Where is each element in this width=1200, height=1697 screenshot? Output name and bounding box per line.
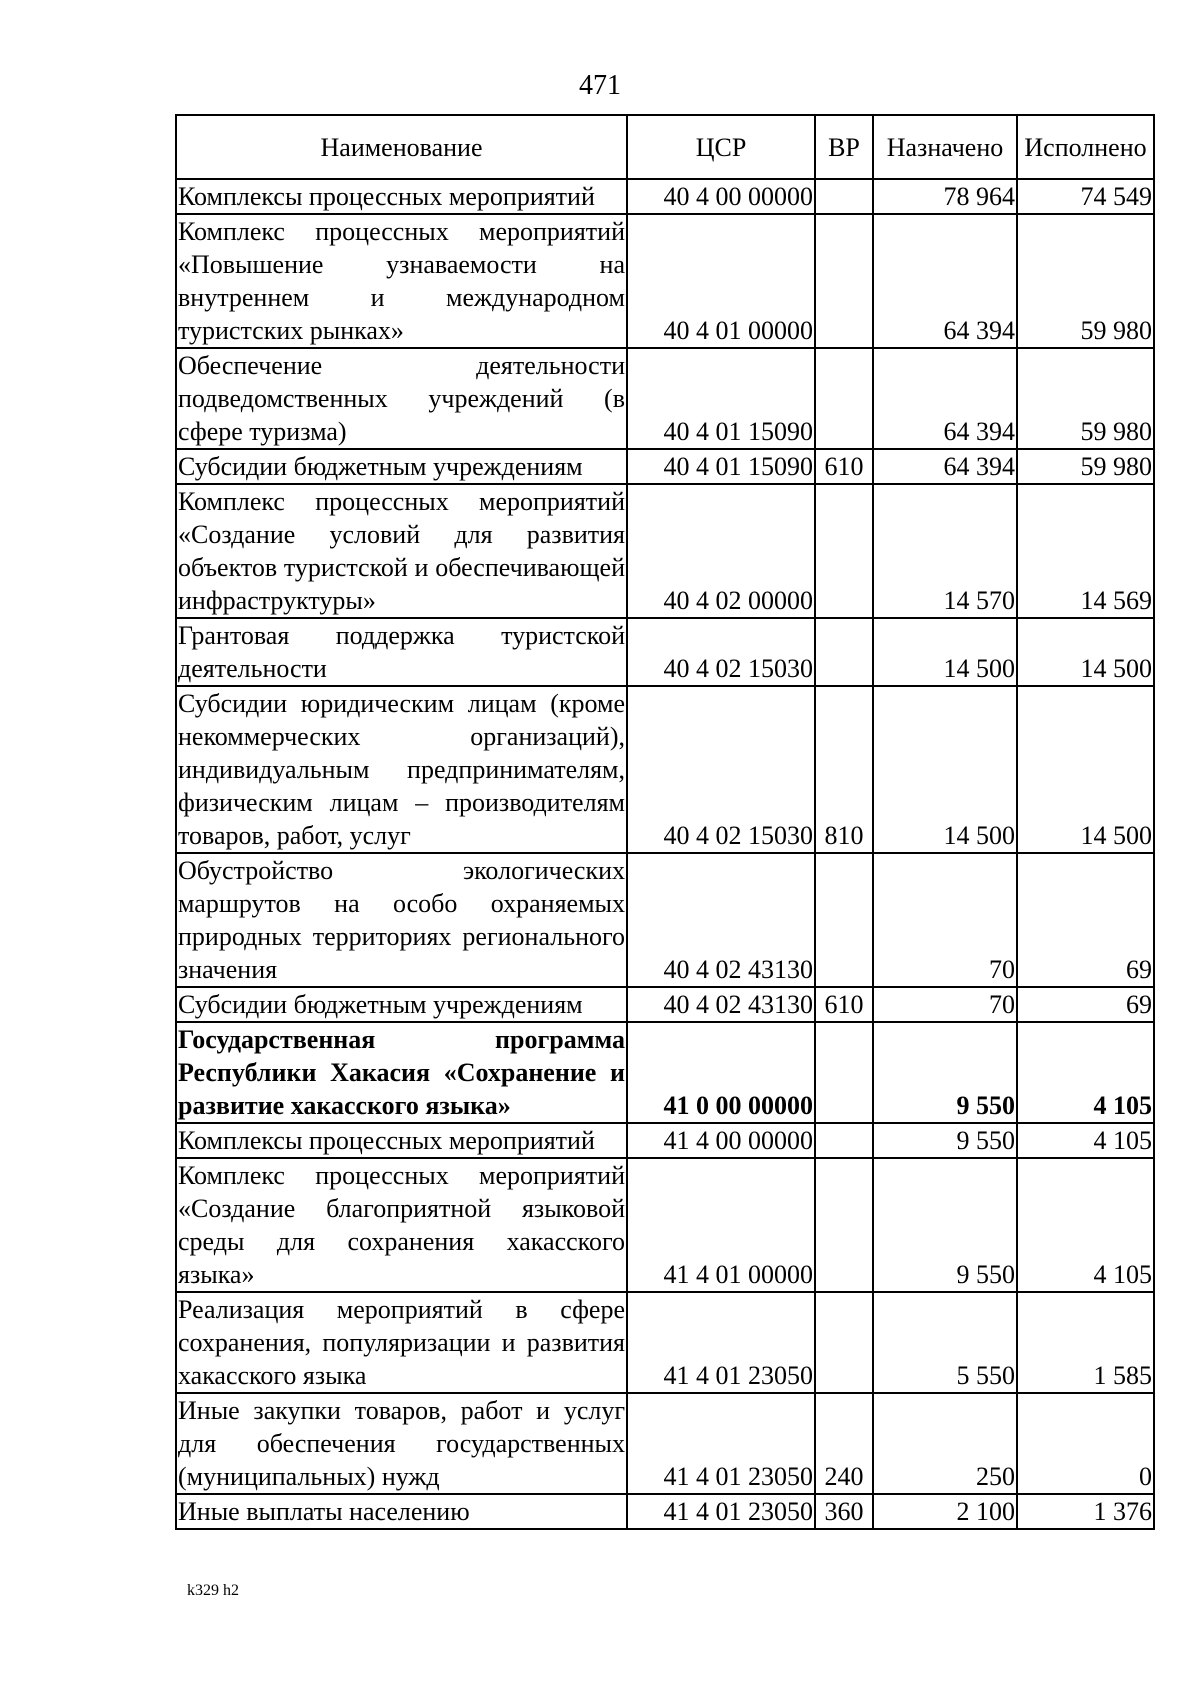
- cell-executed: 1 585: [1017, 1292, 1154, 1393]
- cell-csr: 40 4 02 15030: [627, 618, 815, 686]
- cell-name: Реализация мероприятий в сфере сохранения, популяризации и развития хакасского языка: [176, 1292, 627, 1393]
- cell-csr: 40 4 02 00000: [627, 484, 815, 618]
- cell-executed: 59 980: [1017, 449, 1154, 484]
- budget-table: [175, 114, 1155, 1530]
- cell-csr: 41 4 01 23050: [627, 1292, 815, 1393]
- cell-vr: [815, 214, 873, 348]
- cell-vr: 610: [815, 987, 873, 1022]
- header-executed: Исполнено: [1017, 115, 1154, 179]
- cell-assigned: 14 500: [873, 618, 1017, 686]
- cell-name: Грантовая поддержка туристской деятельности: [176, 618, 627, 686]
- table-row: [176, 1158, 1154, 1292]
- table-row: [176, 179, 1154, 214]
- header-assigned: Назначено: [873, 115, 1017, 179]
- cell-assigned: 64 394: [873, 449, 1017, 484]
- table-row: [176, 686, 1154, 853]
- cell-assigned: 14 570: [873, 484, 1017, 618]
- cell-csr: 41 4 01 23050: [627, 1393, 815, 1494]
- cell-executed: 14 569: [1017, 484, 1154, 618]
- cell-executed: 69: [1017, 853, 1154, 987]
- cell-name: Комплексы процессных мероприятий: [176, 179, 627, 214]
- cell-assigned: 70: [873, 853, 1017, 987]
- table-body: [176, 179, 1154, 1529]
- table-row: [176, 987, 1154, 1022]
- cell-vr: [815, 1158, 873, 1292]
- cell-assigned: 14 500: [873, 686, 1017, 853]
- cell-executed: 59 980: [1017, 348, 1154, 449]
- table-row: [176, 1494, 1154, 1529]
- cell-vr: 360: [815, 1494, 873, 1529]
- cell-vr: 240: [815, 1393, 873, 1494]
- cell-name: Обустройство экологических маршрутов на особо охраняемых природных территориях регионального значения: [176, 853, 627, 987]
- cell-csr: 40 4 01 15090: [627, 449, 815, 484]
- cell-name: Субсидии бюджетным учреждениям: [176, 449, 627, 484]
- cell-assigned: 250: [873, 1393, 1017, 1494]
- cell-vr: [815, 1123, 873, 1158]
- cell-vr: [815, 853, 873, 987]
- cell-vr: [815, 179, 873, 214]
- cell-name: Комплекс процессных мероприятий «Создание благоприятной языковой среды для сохранения хакасского языка»: [176, 1158, 627, 1292]
- cell-name: Государственная программа Республики Хакасия «Сохранение и развитие хакасского языка»: [176, 1022, 627, 1123]
- table-row: [176, 1292, 1154, 1393]
- cell-csr: 41 4 01 23050: [627, 1494, 815, 1529]
- table-row: [176, 484, 1154, 618]
- cell-vr: 610: [815, 449, 873, 484]
- cell-vr: [815, 618, 873, 686]
- cell-executed: 74 549: [1017, 179, 1154, 214]
- footer-code: k329 h2: [187, 1582, 239, 1599]
- cell-name: Комплекс процессных мероприятий «Повышение узнаваемости на внутреннем и международном туристских рынках»: [176, 214, 627, 348]
- cell-assigned: 9 550: [873, 1022, 1017, 1123]
- cell-executed: 59 980: [1017, 214, 1154, 348]
- cell-vr: [815, 1022, 873, 1123]
- cell-csr: 40 4 00 00000: [627, 179, 815, 214]
- table-row: [176, 348, 1154, 449]
- table-header-row: [176, 115, 1154, 179]
- cell-assigned: 9 550: [873, 1158, 1017, 1292]
- cell-csr: 40 4 01 15090: [627, 348, 815, 449]
- cell-name: Субсидии бюджетным учреждениям: [176, 987, 627, 1022]
- cell-assigned: 64 394: [873, 348, 1017, 449]
- cell-assigned: 70: [873, 987, 1017, 1022]
- header-csr: ЦСР: [627, 115, 815, 179]
- cell-vr: [815, 484, 873, 618]
- cell-executed: 1 376: [1017, 1494, 1154, 1529]
- cell-executed: 4 105: [1017, 1022, 1154, 1123]
- cell-vr: [815, 348, 873, 449]
- cell-assigned: 2 100: [873, 1494, 1017, 1529]
- cell-executed: 69: [1017, 987, 1154, 1022]
- cell-assigned: 64 394: [873, 214, 1017, 348]
- cell-assigned: 5 550: [873, 1292, 1017, 1393]
- cell-executed: 4 105: [1017, 1158, 1154, 1292]
- table-row: [176, 449, 1154, 484]
- cell-csr: 41 4 00 00000: [627, 1123, 815, 1158]
- cell-csr: 40 4 02 43130: [627, 853, 815, 987]
- cell-vr: 810: [815, 686, 873, 853]
- cell-vr: [815, 1292, 873, 1393]
- table-row: [176, 853, 1154, 987]
- page-number: 471: [579, 70, 621, 101]
- cell-csr: 40 4 02 15030: [627, 686, 815, 853]
- cell-executed: 0: [1017, 1393, 1154, 1494]
- cell-name: Иные выплаты населению: [176, 1494, 627, 1529]
- header-vr: ВР: [815, 115, 873, 179]
- cell-name: Субсидии юридическим лицам (кроме некоммерческих организаций), индивидуальным предпринимателям, физическим лицам – производителям товаров, работ, услуг: [176, 686, 627, 853]
- cell-csr: 40 4 01 00000: [627, 214, 815, 348]
- table-row: [176, 214, 1154, 348]
- cell-csr: 41 0 00 00000: [627, 1022, 815, 1123]
- cell-assigned: 78 964: [873, 179, 1017, 214]
- table-row: [176, 1022, 1154, 1123]
- cell-csr: 40 4 02 43130: [627, 987, 815, 1022]
- cell-assigned: 9 550: [873, 1123, 1017, 1158]
- table-row: [176, 1393, 1154, 1494]
- cell-name: Обеспечение деятельности подведомственных учреждений (в сфере туризма): [176, 348, 627, 449]
- cell-csr: 41 4 01 00000: [627, 1158, 815, 1292]
- cell-executed: 14 500: [1017, 618, 1154, 686]
- table-row: [176, 618, 1154, 686]
- cell-executed: 4 105: [1017, 1123, 1154, 1158]
- header-name: Наименование: [176, 115, 627, 179]
- cell-name: Комплекс процессных мероприятий «Создание условий для развития объектов туристской и обеспечивающей инфраструктуры»: [176, 484, 627, 618]
- cell-name: Иные закупки товаров, работ и услуг для обеспечения государственных (муниципальных) нужд: [176, 1393, 627, 1494]
- cell-name: Комплексы процессных мероприятий: [176, 1123, 627, 1158]
- table-row: [176, 1123, 1154, 1158]
- cell-executed: 14 500: [1017, 686, 1154, 853]
